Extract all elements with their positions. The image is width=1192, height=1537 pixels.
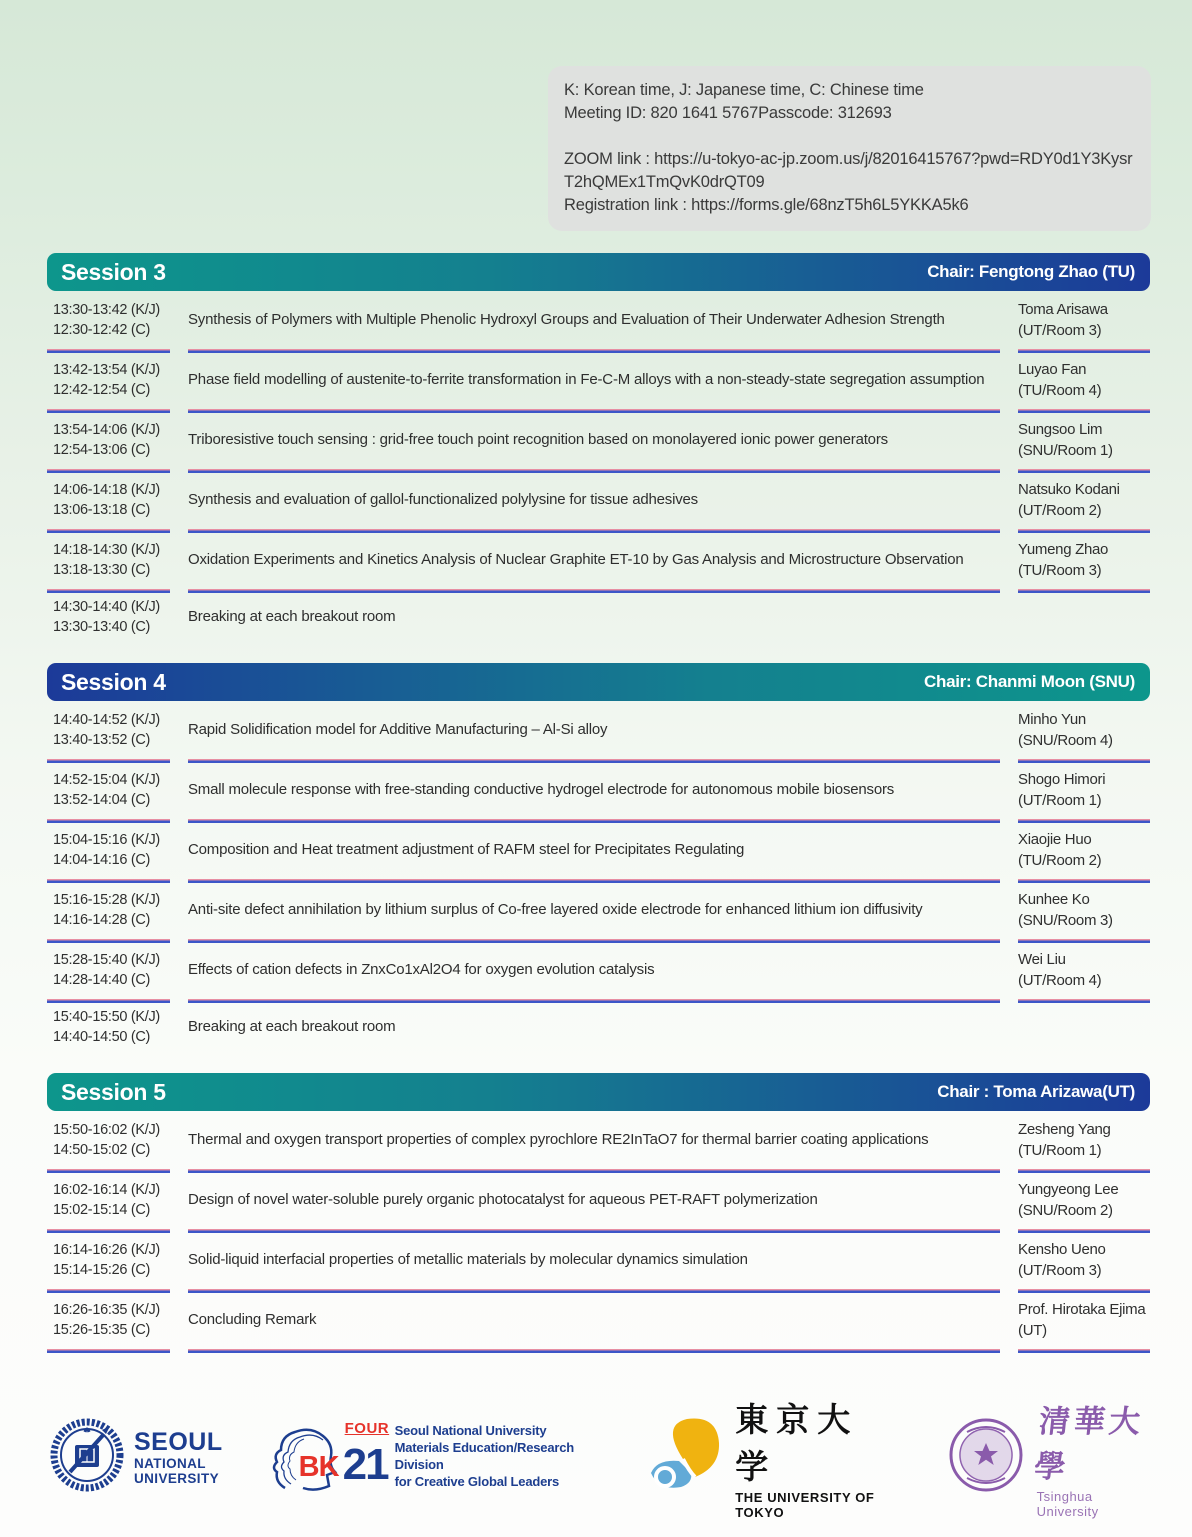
tsinghua-name-en: Tsinghua University xyxy=(1036,1488,1099,1519)
session-4-banner xyxy=(47,663,1150,701)
speaker-room: (UT/Room 2) xyxy=(1018,502,1102,519)
title-cell xyxy=(188,823,1000,883)
time-c: 13:06-13:18 (C) xyxy=(53,502,151,518)
table-row xyxy=(47,1173,1150,1233)
time-kj: 13:54-14:06 (K/J) xyxy=(53,422,160,438)
time-c: 15:14-15:26 (C) xyxy=(53,1262,151,1278)
speaker-room: (UT/Room 4) xyxy=(1018,972,1102,989)
speaker-cell xyxy=(1018,293,1150,353)
tsinghua-name-jp: 清華大學 xyxy=(1031,1403,1146,1485)
time-kj: 14:40-14:52 (K/J) xyxy=(53,712,160,728)
speaker-name: Yumeng Zhao xyxy=(1018,541,1109,558)
time-c: 14:16-14:28 (C) xyxy=(53,912,151,928)
time-cell xyxy=(47,883,170,943)
title-cell xyxy=(188,293,1000,353)
speaker-room: (SNU/Room 4) xyxy=(1018,732,1113,749)
table-row xyxy=(47,883,1150,943)
talk-title: Rapid Solidification model for Additive Manufacturing – Al-Si alloy xyxy=(188,721,608,738)
speaker-cell xyxy=(1018,1293,1150,1353)
speaker-name: Zesheng Yang xyxy=(1018,1121,1111,1138)
table-row xyxy=(47,1113,1150,1173)
time-c: 13:18-13:30 (C) xyxy=(53,562,151,578)
time-c: 14:50-15:02 (C) xyxy=(53,1142,151,1158)
speaker-name: Prof. Hirotaka Ejima xyxy=(1018,1301,1146,1318)
time-cell xyxy=(47,1003,170,1057)
bk21-logo xyxy=(271,1418,582,1496)
time-c: 13:52-14:04 (C) xyxy=(53,792,151,808)
speaker-cell xyxy=(1018,763,1150,823)
title-cell xyxy=(188,1113,1000,1173)
time-c: 14:04-14:16 (C) xyxy=(53,852,151,868)
speaker-cell xyxy=(1018,1113,1150,1173)
time-kj: 14:52-15:04 (K/J) xyxy=(53,772,160,788)
speaker-room: (SNU/Room 1) xyxy=(1018,442,1113,459)
time-cell xyxy=(47,823,170,883)
speaker-room: (TU/Room 2) xyxy=(1018,852,1102,869)
table-row xyxy=(47,763,1150,823)
title-cell xyxy=(188,593,1000,647)
talk-title: Breaking at each breakout room xyxy=(188,608,396,625)
talk-title: Breaking at each breakout room xyxy=(188,1018,396,1035)
talk-title: Concluding Remark xyxy=(188,1311,317,1328)
title-cell xyxy=(188,763,1000,823)
session-title: Session 3 xyxy=(61,258,166,285)
snu-emblem-icon xyxy=(50,1418,124,1497)
footer-logos xyxy=(50,1400,1146,1520)
time-c: 13:30-13:40 (C) xyxy=(53,619,151,635)
title-cell xyxy=(188,943,1000,1003)
speaker-room: (UT/Room 1) xyxy=(1018,792,1102,809)
session-chair: Chair : Toma Arizawa(UT) xyxy=(937,1082,1135,1101)
utokyo-name-jp: 東京大学 xyxy=(735,1400,859,1486)
title-cell xyxy=(188,883,1000,943)
speaker-name: Toma Arisawa xyxy=(1018,301,1108,318)
speaker-room: (SNU/Room 2) xyxy=(1018,1202,1113,1219)
time-cell xyxy=(47,943,170,1003)
talk-title: Anti-site defect annihilation by lithium surplus of Co-free layered oxide electrode for enhanced lithium ion diffusivity xyxy=(188,901,923,918)
time-kj: 15:40-15:50 (K/J) xyxy=(53,1009,160,1025)
speaker-cell xyxy=(1018,1003,1150,1057)
title-cell xyxy=(188,533,1000,593)
table-row xyxy=(47,943,1150,1003)
speaker-room: (UT) xyxy=(1018,1322,1047,1339)
session-4-rows xyxy=(47,703,1150,1057)
speaker-name: Kensho Ueno xyxy=(1018,1241,1106,1258)
talk-title: Thermal and oxygen transport properties of complex pyrochlore RE2InTaO7 for thermal barrier coating applications xyxy=(188,1131,929,1148)
time-cell xyxy=(47,1173,170,1233)
speaker-cell xyxy=(1018,1233,1150,1293)
time-cell xyxy=(47,1233,170,1293)
time-cell xyxy=(47,763,170,823)
speaker-cell xyxy=(1018,413,1150,473)
session-3-rows xyxy=(47,293,1150,647)
speaker-name: Natsuko Kodani xyxy=(1018,481,1120,498)
time-kj: 14:30-14:40 (K/J) xyxy=(53,599,160,615)
title-cell xyxy=(188,473,1000,533)
time-cell xyxy=(47,353,170,413)
time-cell xyxy=(47,593,170,647)
snu-logo xyxy=(50,1418,223,1497)
time-kj: 16:14-16:26 (K/J) xyxy=(53,1242,160,1258)
title-cell xyxy=(188,353,1000,413)
speaker-name: Sungsoo Lim xyxy=(1018,421,1103,438)
speaker-room: (TU/Room 3) xyxy=(1018,562,1102,579)
speaker-room: (SNU/Room 3) xyxy=(1018,912,1113,929)
table-row xyxy=(47,353,1150,413)
speaker-room: (UT/Room 3) xyxy=(1018,322,1102,339)
bk21-21-text: 21 xyxy=(342,1440,388,1489)
speaker-name: Minho Yun xyxy=(1018,711,1086,728)
session-3 xyxy=(47,253,1150,647)
bk21-line3: for Creative Global Leaders xyxy=(394,1473,560,1489)
time-cell xyxy=(47,533,170,593)
speaker-name: Luyao Fan xyxy=(1018,361,1087,378)
talk-title: Solid-liquid interfacial properties of metallic materials by molecular dynamics simulation xyxy=(188,1251,748,1268)
time-kj: 15:50-16:02 (K/J) xyxy=(53,1122,160,1138)
speaker-cell xyxy=(1018,823,1150,883)
talk-title: Triboresistive touch sensing : grid-free touch point recognition based on monolayered ionic power generators xyxy=(188,431,888,448)
time-c: 15:26-15:35 (C) xyxy=(53,1322,151,1338)
time-c: 13:40-13:52 (C) xyxy=(53,732,151,748)
time-kj: 16:02-16:14 (K/J) xyxy=(53,1182,160,1198)
bk21-bk-text: BK xyxy=(298,1451,339,1483)
time-cell xyxy=(47,703,170,763)
tsinghua-seal-icon xyxy=(947,1416,1025,1499)
utokyo-logo xyxy=(643,1394,888,1520)
bk21-four-text: FOUR xyxy=(344,1420,390,1437)
speaker-cell xyxy=(1018,883,1150,943)
snu-name-line2: NATIONAL xyxy=(134,1455,206,1471)
session-3-banner xyxy=(47,253,1150,291)
title-cell xyxy=(188,413,1000,473)
utokyo-name-en: THE UNIVERSITY OF TOKYO xyxy=(735,1490,875,1520)
table-row xyxy=(47,1293,1150,1353)
speaker-name: Wei Liu xyxy=(1018,951,1066,968)
time-cell xyxy=(47,1293,170,1353)
speaker-name: Yungyeong Lee xyxy=(1018,1181,1119,1198)
registration-link[interactable]: Registration link : https://forms.gle/68nzT5h6L5YKKA5k6 xyxy=(564,196,969,214)
talk-title: Design of novel water-soluble purely organic photocatalyst for aqueous PET-RAFT polymerization xyxy=(188,1191,818,1208)
talk-title: Oxidation Experiments and Kinetics Analysis of Nuclear Graphite ET-10 by Gas Analysis and Microstructure Observation xyxy=(188,551,964,568)
time-kj: 14:18-14:30 (K/J) xyxy=(53,542,160,558)
title-cell xyxy=(188,1293,1000,1353)
time-kj: 13:30-13:42 (K/J) xyxy=(53,302,160,318)
time-kj: 15:16-15:28 (K/J) xyxy=(53,892,160,908)
speaker-cell xyxy=(1018,533,1150,593)
table-row xyxy=(47,593,1150,647)
session-5-rows xyxy=(47,1113,1150,1353)
speaker-room: (TU/Room 1) xyxy=(1018,1142,1102,1159)
speaker-name: Shogo Himori xyxy=(1018,771,1106,788)
session-5 xyxy=(47,1073,1150,1353)
time-c: 12:42-12:54 (C) xyxy=(53,382,151,398)
talk-title: Composition and Heat treatment adjustment of RAFM steel for Precipitates Regulating xyxy=(188,841,745,858)
speaker-cell xyxy=(1018,593,1150,647)
time-legend: K: Korean time, J: Japanese time, C: Chinese time xyxy=(564,81,924,99)
talk-title: Synthesis and evaluation of gallol-functionalized polylysine for tissue adhesives xyxy=(188,491,698,508)
time-kj: 16:26-16:35 (K/J) xyxy=(53,1302,160,1318)
table-row xyxy=(47,533,1150,593)
zoom-info-box xyxy=(548,66,1151,231)
time-c: 14:40-14:50 (C) xyxy=(53,1029,151,1045)
session-5-banner xyxy=(47,1073,1150,1111)
time-c: 12:54-13:06 (C) xyxy=(53,442,151,458)
talk-title: Synthesis of Polymers with Multiple Phenolic Hydroxyl Groups and Evaluation of Their Underwater Adhesion Strength xyxy=(188,311,945,328)
speaker-cell xyxy=(1018,473,1150,533)
table-row xyxy=(47,1233,1150,1293)
time-c: 12:30-12:42 (C) xyxy=(53,322,151,338)
speaker-cell xyxy=(1018,703,1150,763)
time-cell xyxy=(47,473,170,533)
bk21-line1: Seoul National University xyxy=(394,1423,547,1439)
snu-name-line3: UNIVERSITY xyxy=(134,1471,220,1486)
zoom-link[interactable]: ZOOM link : https://u-tokyo-ac-jp.zoom.us/j/82016415767?pwd=RDY0d1Y3KysrT2hQMEx1TmQvK0drQT09 xyxy=(564,150,1133,191)
table-row xyxy=(47,473,1150,533)
time-kj: 15:28-15:40 (K/J) xyxy=(53,952,160,968)
speaker-cell xyxy=(1018,353,1150,413)
bk21-line2: Materials Education/Research Division xyxy=(394,1440,574,1472)
speaker-room: (UT/Room 3) xyxy=(1018,1262,1102,1279)
time-c: 15:02-15:14 (C) xyxy=(53,1202,151,1218)
session-chair: Chair: Chanmi Moon (SNU) xyxy=(924,672,1135,691)
schedule xyxy=(47,253,1150,1369)
time-cell xyxy=(47,1113,170,1173)
session-title: Session 4 xyxy=(61,668,166,695)
table-row xyxy=(47,1003,1150,1057)
meeting-id: Meeting ID: 820 1641 5767Passcode: 312693 xyxy=(564,104,892,122)
time-kj: 13:42-13:54 (K/J) xyxy=(53,362,160,378)
tsinghua-logo xyxy=(947,1396,1145,1519)
time-c: 14:28-14:40 (C) xyxy=(53,972,151,988)
snu-name-line1: SEOUL xyxy=(134,1427,223,1456)
session-4 xyxy=(47,663,1150,1057)
utokyo-ginkgo-icon xyxy=(643,1415,723,1500)
talk-title: Effects of cation defects in ZnxCo1xAl2O4 for oxygen evolution catalysis xyxy=(188,961,655,978)
table-row xyxy=(47,293,1150,353)
talk-title: Small molecule response with free-standing conductive hydrogel electrode for autonomous mobile biosensors xyxy=(188,781,895,798)
title-cell xyxy=(188,703,1000,763)
speaker-cell xyxy=(1018,1173,1150,1233)
speaker-name: Xiaojie Huo xyxy=(1018,831,1092,848)
time-cell xyxy=(47,293,170,353)
speaker-name: Kunhee Ko xyxy=(1018,891,1090,908)
title-cell xyxy=(188,1173,1000,1233)
session-chair: Chair: Fengtong Zhao (TU) xyxy=(927,262,1135,281)
time-kj: 15:04-15:16 (K/J) xyxy=(53,832,160,848)
talk-title: Phase field modelling of austenite-to-ferrite transformation in Fe-C-M alloys with a non-steady-state segregation assumption xyxy=(188,371,985,388)
time-cell xyxy=(47,413,170,473)
speaker-room: (TU/Room 4) xyxy=(1018,382,1102,399)
time-kj: 14:06-14:18 (K/J) xyxy=(53,482,160,498)
table-row xyxy=(47,413,1150,473)
speaker-cell xyxy=(1018,943,1150,1003)
table-row xyxy=(47,823,1150,883)
table-row xyxy=(47,703,1150,763)
session-title: Session 5 xyxy=(61,1078,166,1105)
title-cell xyxy=(188,1233,1000,1293)
title-cell xyxy=(188,1003,1000,1057)
